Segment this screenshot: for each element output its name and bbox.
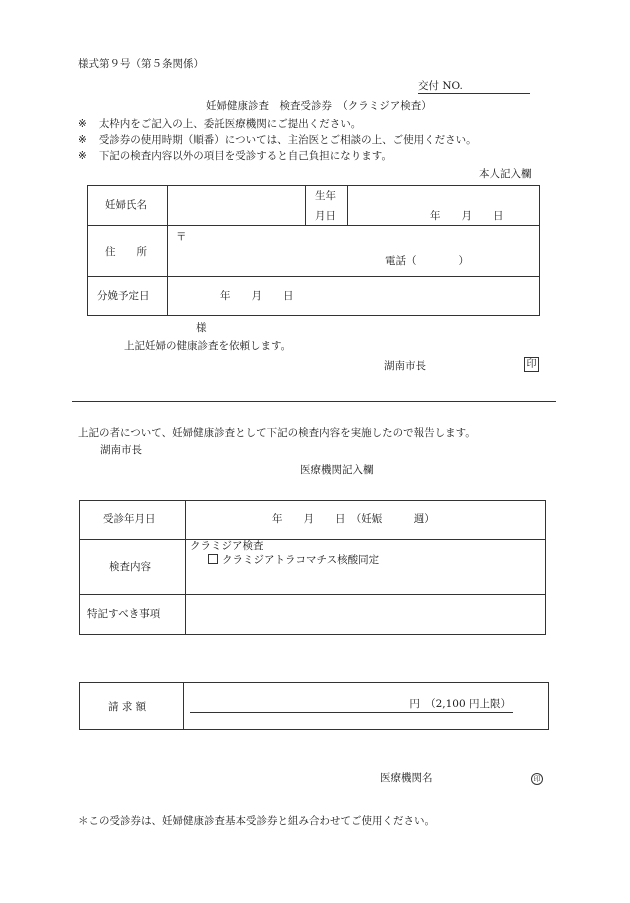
due-date-field[interactable]: 年 月 日 xyxy=(220,290,294,302)
special-notes-input[interactable] xyxy=(188,597,543,632)
address-input[interactable] xyxy=(176,244,376,260)
exam-item[interactable] xyxy=(208,554,379,567)
exam-item-label: クラミジアトラコマチス核酸同定 xyxy=(222,554,380,566)
note-text: 太枠内をご記入の上、委託医療機関にご提出ください。 xyxy=(98,118,362,130)
report-text: 上記の者について、妊婦健康診査として下記の検査内容を実施したので報告します。 xyxy=(78,427,476,439)
footer-note: ＊この受診券は、妊婦健康診査基本受診券と組み合わせてご使用ください。 xyxy=(78,815,435,827)
note-3 xyxy=(78,150,392,163)
birth-label-1: 生年 xyxy=(315,190,336,202)
exam-item-checkbox[interactable] xyxy=(208,554,218,564)
note-text: 受診券の使用時期（順番）については、主治医とご相談の上、ご使用ください。 xyxy=(98,134,477,146)
note-mark: ※ xyxy=(78,134,87,146)
divider xyxy=(72,401,556,402)
page-title: 妊婦健康診査 検査受診券 （クラミジア検査） xyxy=(206,100,432,112)
issue-number-field[interactable] xyxy=(418,80,530,94)
visit-date-field[interactable]: 年 月 日 （妊娠 週） xyxy=(272,513,435,525)
note-1 xyxy=(78,118,361,131)
birth-date-field[interactable]: 年 月 日 xyxy=(430,210,504,222)
sama-honorific: 様 xyxy=(196,322,207,334)
medical-section-heading: 医療機関記入欄 xyxy=(300,464,374,476)
note-mark: ※ xyxy=(78,150,87,162)
pregnant-name-label: 妊婦氏名 xyxy=(105,199,147,211)
note-2 xyxy=(78,134,477,147)
phone-field[interactable]: 電話（ ） xyxy=(385,255,469,267)
report-addressee: 湖南市長 xyxy=(100,444,142,456)
note-mark: ※ xyxy=(78,118,87,130)
billing-amount-text: 円 （2,100 円上限） xyxy=(409,698,511,710)
mayor-seal-icon: 印 xyxy=(524,357,539,372)
billing-label: 請 求 額 xyxy=(108,701,147,713)
postal-mark: 〒 xyxy=(176,231,187,243)
special-notes-label: 特記すべき事項 xyxy=(87,608,161,620)
personal-section-heading: 本人記入欄 xyxy=(479,168,532,180)
note-text: 下記の検査内容以外の項目を受診すると自己負担になります。 xyxy=(98,150,392,162)
due-date-label: 分娩予定日 xyxy=(97,290,150,302)
exam-name: クラミジア検査 xyxy=(190,540,264,552)
institution-seal-icon: 印 xyxy=(531,773,543,785)
address-label: 住 所 xyxy=(105,246,147,258)
billing-amount-field[interactable] xyxy=(190,698,513,713)
exam-label: 検査内容 xyxy=(109,561,151,573)
issue-number-label: 交付 NO. xyxy=(418,80,463,92)
mayor-signer: 湖南市長 xyxy=(384,360,426,372)
form-number: 様式第９号（第５条関係） xyxy=(78,58,204,70)
visit-date-label: 受診年月日 xyxy=(103,513,156,525)
pregnant-name-input[interactable] xyxy=(169,187,304,224)
institution-label: 医療機関名 xyxy=(380,772,433,784)
request-text: 上記妊婦の健康診査を依頼します。 xyxy=(124,340,292,352)
birth-label-2: 月日 xyxy=(315,210,336,222)
